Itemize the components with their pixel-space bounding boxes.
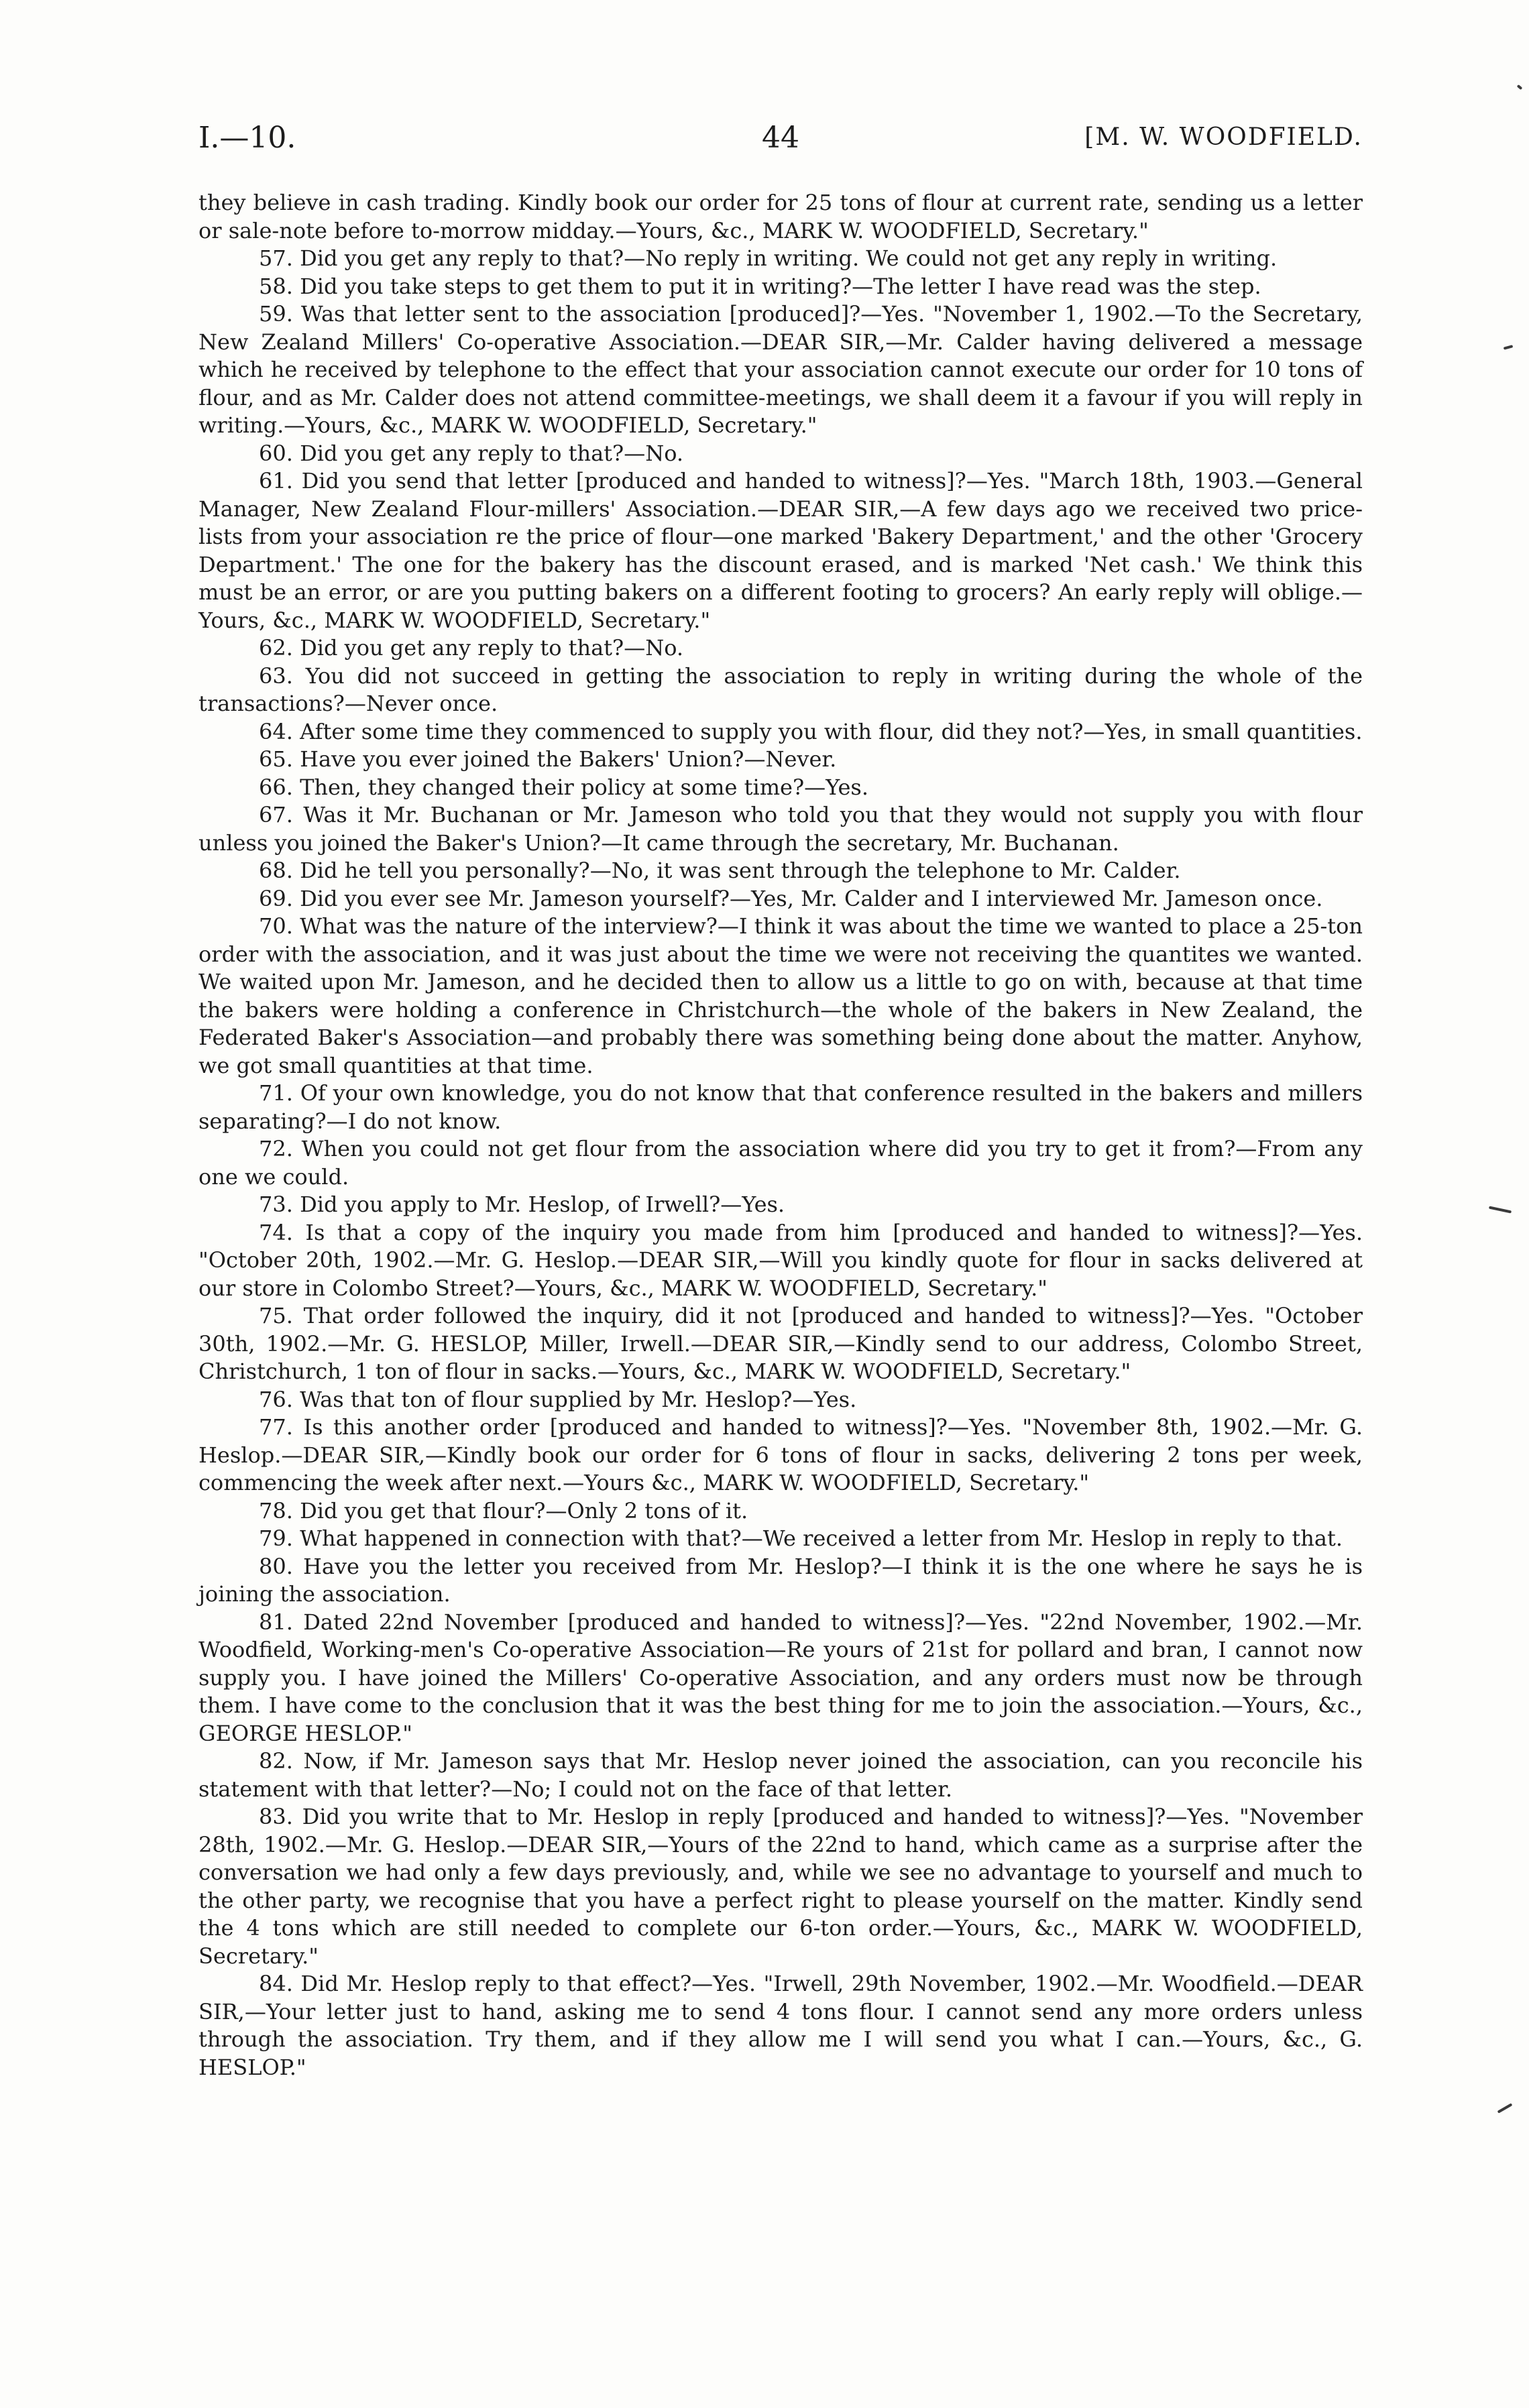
page-header: [199, 121, 1363, 168]
scan-mark: [1489, 1206, 1512, 1214]
paragraph: 60. Did you get any reply to that?—No.: [259, 440, 684, 466]
paragraph: 64. After some time they commenced to supply you with flour, did they not?—Yes, in small quantities.: [259, 718, 1363, 744]
paragraph: 77. Is this another order [produced and handed to witness]?—Yes. "November 8th, 1902.—Mr. G. Heslop.—DEAR SIR,—Kindly book our order for 6 tons of flour in sacks, delivering 2 tons per week, commencing the week after next.—Yours &c., MARK W. WOODFIELD, Secretary.": [199, 1414, 1363, 1495]
paragraph: 68. Did he tell you personally?—No, it was sent through the telephone to Mr. Calder.: [259, 858, 1181, 883]
paragraph: 62. Did you get any reply to that?—No.: [259, 635, 684, 661]
page-number: 44: [762, 121, 799, 155]
paragraph: 66. Then, they changed their policy at some time?—Yes.: [259, 774, 869, 800]
paragraph: 84. Did Mr. Heslop reply to that effect?—Yes. "Irwell, 29th November, 1902.—Mr. Woodfield.—DEAR SIR,—Your letter just to hand, asking me to send 4 tons flour. I cannot send any more orders unless through the association. Try them, and if they allow me I will send you what I can.—Yours, &c., G. HESLOP.": [199, 1971, 1363, 2080]
document-body: [199, 189, 1363, 2081]
witness-name: [M. W. WOODFIELD.: [1084, 123, 1363, 151]
paragraph: 59. Was that letter sent to the association [produced]?—Yes. "November 1, 1902.—To the Secretary, New Zealand Millers' Co-operative Association.—DEAR SIR,—Mr. Calder having delivered a message which he received by telephone to the effect that your association cannot execute our order for 10 tons of flour, and as Mr. Calder does not attend committee-meetings, we shall deem it a favour if you will reply in writing.—Yours, &c., MARK W. WOODFIELD, Secretary.": [199, 301, 1363, 438]
paragraph: 61. Did you send that letter [produced and handed to witness]?—Yes. "March 18th, 1903.—General Manager, New Zealand Flour-millers' Association.—DEAR SIR,—A few days ago we received two price-lists from your association re the price of flour—one marked 'Bakery Department,' and the other 'Grocery Department.' The one for the bakery has the discount erased, and is marked 'Net cash.' We think this must be an error, or are you putting bakers on a different footing to grocers? An early reply will oblige.—Yours, &c., MARK W. WOODFIELD, Secretary.": [199, 468, 1363, 633]
scan-mark: [1517, 84, 1523, 90]
paragraph: 65. Have you ever joined the Bakers' Union?—Never.: [259, 746, 837, 772]
paragraph: 67. Was it Mr. Buchanan or Mr. Jameson who told you that they would not supply you with flour unless you joined the Baker's Union?—It came through the secretary, Mr. Buchanan.: [199, 802, 1363, 856]
scan-mark: [1497, 2103, 1513, 2113]
paragraph: 57. Did you get any reply to that?—No reply in writing. We could not get any reply in writing.: [259, 245, 1278, 271]
paragraph: 78. Did you get that flour?—Only 2 tons of it.: [259, 1497, 748, 1524]
paragraph: 70. What was the nature of the interview?—I think it was about the time we wanted to place a 25-ton order with the association, and it was just about the time we were not receiving the quantites we wanted. We waited upon Mr. Jameson, and he decided then to allow us a little to go on with, because at that time the bakers were holding a conference in Christchurch—the whole of the bakers in New Zealand, the Federated Baker's Association—and probably there was something being done about the matter. Anyhow, we got small quantities at that time.: [199, 913, 1363, 1078]
paragraph: 80. Have you the letter you received from Mr. Heslop?—I think it is the one where he says he is joining the association.: [199, 1553, 1363, 1607]
paragraph: 82. Now, if Mr. Jameson says that Mr. Heslop never joined the association, can you reconcile his statement with that letter?—No; I could not on the face of that letter.: [199, 1748, 1363, 1802]
paragraph: 79. What happened in connection with that?—We received a letter from Mr. Heslop in reply to that.: [259, 1526, 1343, 1551]
paragraph: 69. Did you ever see Mr. Jameson yourself?—Yes, Mr. Calder and I interviewed Mr. Jameson once.: [259, 885, 1323, 911]
paragraph: 74. Is that a copy of the inquiry you made from him [produced and handed to witness]?—Yes. "October 20th, 1902.—Mr. G. Heslop.—DEAR SIR,—Will you kindly quote for flour in sacks delivered at our store in Colombo Street?—Yours, &c., MARK W. WOODFIELD, Secretary.": [199, 1219, 1363, 1301]
paragraph: 72. When you could not get flour from the association where did you try to get it from?—From any one we could.: [199, 1136, 1363, 1190]
paragraph: they believe in cash trading. Kindly book our order for 25 tons of flour at current rate, sending us a letter or sale-note before to-morrow midday.—Yours, &c., MARK W. WOODFIELD, Secretary.": [199, 190, 1363, 243]
paragraph: 83. Did you write that to Mr. Heslop in reply [produced and handed to witness]?—Yes. "November 28th, 1902.—Mr. G. Heslop.—DEAR SIR,—Yours of the 22nd to hand, which came as a surprise after the conversation we had only a few days previously, and, while we see no advantage to yourself and much to the other party, we recognise that you have a perfect right to please yourself on the matter. Kindly send the 4 tons which are still needed to complete our 6-ton order.—Yours, &c., MARK W. WOODFIELD, Secretary.": [199, 1804, 1363, 1969]
paragraph: 81. Dated 22nd November [produced and handed to witness]?—Yes. "22nd November, 1902.—Mr. Woodfield, Working-men's Co-operative Association—Re yours of 21st for pollard and bran, I cannot now supply you. I have joined the Millers' Co-operative Association, and any orders must now be through them. I have come to the conclusion that it was the best thing for me to join the association.—Yours, &c., GEORGE HESLOP.": [199, 1609, 1363, 1746]
scan-mark: [1504, 345, 1514, 349]
paragraph: 73. Did you apply to Mr. Heslop, of Irwell?—Yes.: [259, 1192, 785, 1217]
paragraph: 75. That order followed the inquiry, did it not [produced and handed to witness]?—Yes. "October 30th, 1902.—Mr. G. HESLOP, Miller, Irwell.—DEAR SIR,—Kindly send to our address, Colombo Street, Christchurch, 1 ton of flour in sacks.—Yours, &c., MARK W. WOODFIELD, Secretary.": [199, 1303, 1363, 1384]
paper-reference: I.—10.: [199, 121, 296, 155]
paragraph: 71. Of your own knowledge, you do not know that that conference resulted in the bakers and millers separating?—I do not know.: [199, 1080, 1363, 1134]
paragraph: 58. Did you take steps to get them to put it in writing?—The letter I have read was the step.: [259, 273, 1261, 299]
paragraph: 76. Was that ton of flour supplied by Mr. Heslop?—Yes.: [259, 1386, 857, 1412]
paragraph: 63. You did not succeed in getting the association to reply in writing during the whole of the transactions?—Never once.: [199, 663, 1363, 716]
